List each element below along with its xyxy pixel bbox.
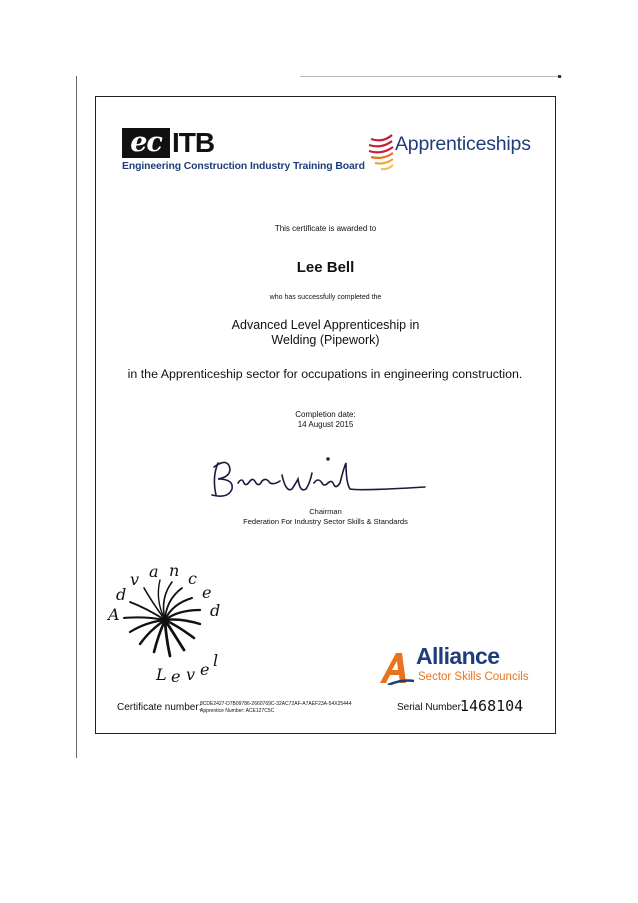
apprenticeships-logo	[365, 125, 531, 177]
apprenticeships-logo-text: Apprenticeships	[395, 133, 531, 155]
signatory-title: Chairman	[309, 507, 342, 516]
certificate-number-block	[200, 701, 352, 715]
emblem-level-e2: e	[200, 660, 210, 679]
emblem-letter-c: c	[188, 569, 197, 588]
alliance-logo	[378, 643, 529, 689]
scan-mark	[558, 75, 561, 78]
signatory-organisation: Federation For Industry Sector Skills & Standards	[243, 517, 408, 526]
emblem-letter-a: A	[108, 605, 120, 624]
completion-date-label: Completion date:	[295, 410, 356, 419]
sector-statement: in the Apprenticeship sector for occupations in engineering construction.	[127, 367, 523, 381]
emblem-letter-v: v	[130, 570, 140, 589]
completed-label: who has successfully completed the	[269, 294, 382, 301]
emblem-level-l2: l	[213, 651, 219, 670]
certificate-number-label: Certificate number:	[117, 702, 202, 713]
recipient-name: Lee Bell	[296, 259, 355, 276]
emblem-letter-e: e	[202, 583, 212, 602]
completion-date: 14 August 2015	[297, 420, 354, 429]
awarded-to-label: This certificate is awarded to	[274, 224, 377, 233]
scan-edge-left	[76, 76, 77, 758]
emblem-letter-n: n	[169, 561, 180, 580]
serial-number: 1468104	[460, 697, 524, 715]
ecitb-full-name: Engineering Construction Industry Training Board	[122, 161, 365, 172]
serial-number-label: Serial Number:	[397, 702, 464, 713]
chairman-signature	[200, 453, 430, 503]
ecitb-logo-itb: ITB	[172, 127, 215, 158]
emblem-letter-d2: d	[210, 601, 221, 620]
qualification-title	[95, 318, 556, 348]
emblem-level-e: e	[171, 667, 181, 686]
advanced-level-emblem	[100, 560, 235, 690]
alliance-a-icon	[378, 649, 416, 685]
emblem-level-v: v	[186, 665, 196, 684]
qualification-line-2: Welding (Pipework)	[271, 333, 380, 347]
apprentice-number: Apprentice Number: ACE127C5C	[200, 708, 275, 714]
qualification-line-1: Advanced Level Apprenticeship in	[231, 318, 420, 332]
emblem-letter-a2: a	[149, 562, 159, 581]
certificate-number: 8CDE2427-D7B09786-2660769C-32AC72AF-A7AEF23A-54X25444	[200, 701, 352, 707]
emblem-letter-d: d	[116, 585, 127, 604]
alliance-name: Alliance	[416, 643, 500, 669]
ecitb-logo-ec: ec	[122, 128, 170, 158]
emblem-level-l: L	[156, 665, 167, 684]
alliance-subtitle: Sector Skills Councils	[418, 671, 529, 683]
scan-edge-top	[300, 76, 562, 77]
